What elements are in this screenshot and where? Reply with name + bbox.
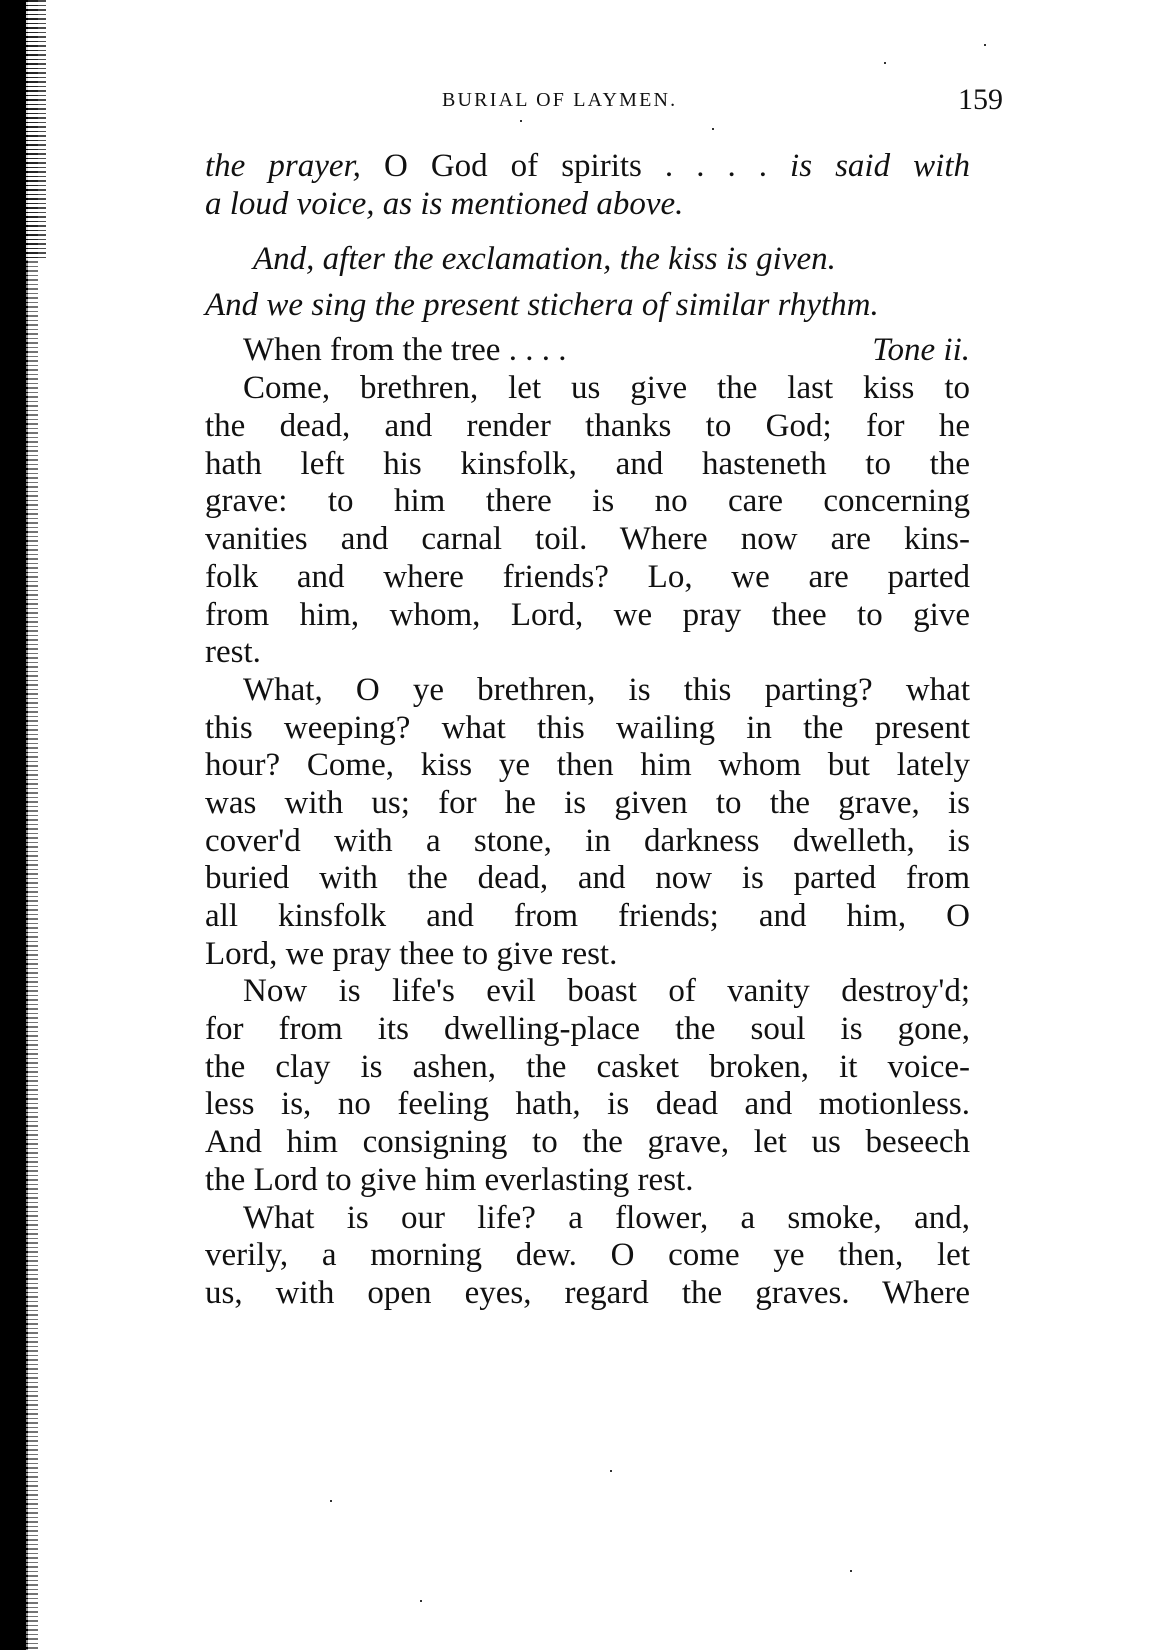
text-line: verily, a morning dew. O come ye then, let [205, 1237, 970, 1274]
scan-speck [850, 1570, 852, 1572]
text-line: What, O ye brethren, is this parting? what [243, 671, 970, 708]
prayer-incipit: O God of spirits . . . . [360, 148, 791, 184]
incipit-row [205, 330, 970, 370]
opening-italic-start: the prayer, [205, 148, 361, 184]
opening-line-2: a loud voice, as is mentioned above. [205, 185, 684, 222]
text-line: What is our life? a flower, a smoke, and, [243, 1199, 970, 1236]
scan-gutter-fringe-top [26, 0, 46, 260]
text-line: hour? Come, kiss ye then him whom but lately [205, 747, 970, 784]
text-line: the clay is ashen, the casket broken, it voice- [205, 1048, 970, 1085]
opening-line-1 [205, 148, 970, 186]
text-line: And him consigning to the grave, let us beseech [205, 1124, 970, 1161]
sticheron-1 [205, 370, 970, 672]
running-head [0, 85, 1150, 125]
scan-speck [884, 62, 886, 64]
scan-speck [610, 1470, 612, 1472]
text-line: us, with open eyes, regard the graves. Where [205, 1274, 970, 1311]
text-line: grave: to him there is no care concerning [205, 483, 970, 520]
rubric-kiss: And, after the exclamation, the kiss is given. [253, 241, 836, 278]
running-title: BURIAL OF LAYMEN. [442, 89, 678, 111]
sticheron-4 [205, 1200, 970, 1313]
text-line: vanities and carnal toil. Where now are kins- [205, 521, 970, 558]
text-line: buried with the dead, and now is parted from [205, 860, 970, 897]
rubric-sing: And we sing the present stichera of similar rhythm. [205, 287, 879, 324]
text-line: this weeping? what this wailing in the present [205, 709, 970, 746]
text-line: folk and where friends? Lo, we are parted [205, 558, 970, 595]
text-line: rest. [205, 634, 261, 671]
opening-italic-end: is said with [790, 148, 970, 184]
page-body [205, 148, 970, 1313]
text-line: less is, no feeling hath, is dead and motionless. [205, 1086, 970, 1123]
scan-gutter-shadow [0, 0, 28, 1650]
tone-label: Tone ii. [872, 332, 970, 369]
incipit-text: When from the tree . . . . [243, 332, 567, 369]
scan-speck [330, 1500, 332, 1502]
sticheron-2 [205, 672, 970, 974]
scan-speck [984, 44, 986, 46]
scan-speck [712, 128, 714, 130]
text-line: from him, whom, Lord, we pray thee to give [205, 596, 970, 633]
page-number: 159 [958, 83, 1003, 116]
text-line: all kinsfolk and from friends; and him, O [205, 898, 970, 934]
text-line: for from its dwelling-place the soul is gone, [205, 1011, 970, 1048]
text-line: Come, brethren, let us give the last kiss to [243, 370, 970, 407]
scan-speck [520, 120, 522, 122]
text-line: the Lord to give him everlasting rest. [205, 1161, 694, 1198]
opening-rubric [205, 148, 970, 223]
text-line: Lord, we pray thee to give rest. [205, 935, 618, 972]
text-line: was with us; for he is given to the grave, is [205, 784, 970, 821]
text-line: cover'd with a stone, in darkness dwelleth, is [205, 822, 970, 859]
text-line: Now is life's evil boast of vanity destroy'd; [243, 973, 970, 1010]
scan-speck [420, 1600, 422, 1602]
sticheron-3 [205, 973, 970, 1199]
text-line: the dead, and render thanks to God; for he [205, 408, 970, 445]
text-line: hath left his kinsfolk, and hasteneth to the [205, 445, 970, 482]
